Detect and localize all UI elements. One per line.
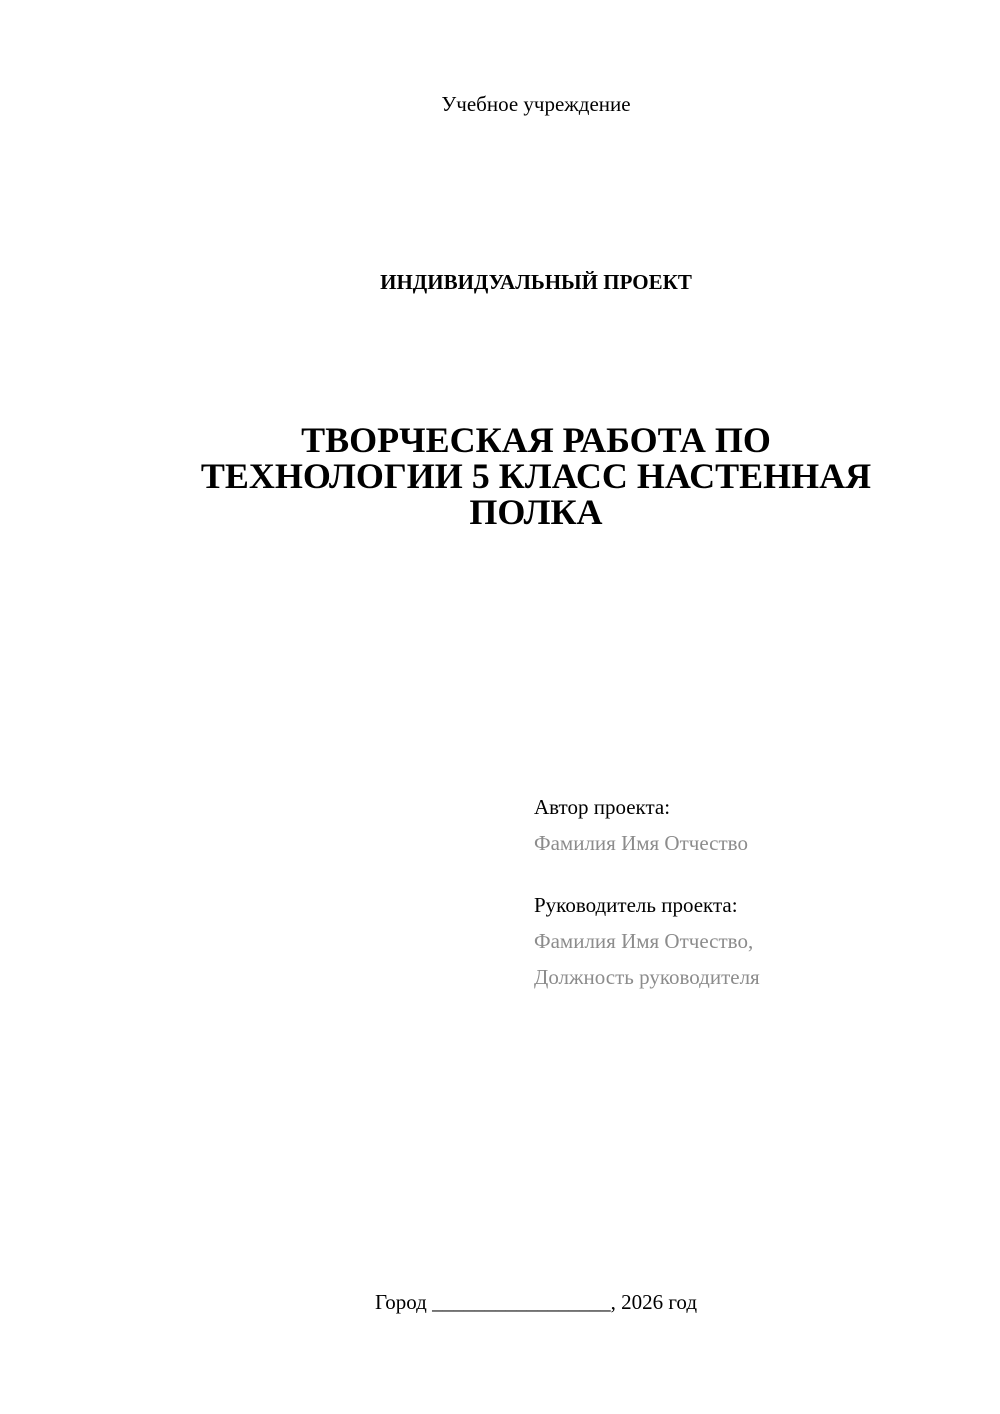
author-name: Фамилия Имя Отчество [534, 831, 748, 855]
supervisor-name: Фамилия Имя Отчество, [534, 929, 754, 953]
author-label: Автор проекта: [534, 795, 671, 819]
city-year-line: Город _________________, 2026 год [374, 1290, 698, 1314]
project-title-line-3: ПОЛКА [469, 492, 603, 532]
project-info-block [534, 789, 760, 995]
project-title [160, 422, 912, 530]
project-type-heading: ИНДИВИДУАЛЬНЫЙ ПРОЕКТ [380, 270, 692, 294]
supervisor-label: Руководитель проекта: [534, 893, 738, 917]
project-title-line-2: ТЕХНОЛОГИИ 5 КЛАСС НАСТЕННАЯ [200, 456, 872, 496]
project-title-line-1: ТВОРЧЕСКАЯ РАБОТА ПО [301, 420, 771, 460]
supervisor-position: Должность руководителя [534, 965, 760, 989]
institution-name: Учебное учреждение [441, 92, 631, 116]
info-spacer [534, 861, 760, 887]
